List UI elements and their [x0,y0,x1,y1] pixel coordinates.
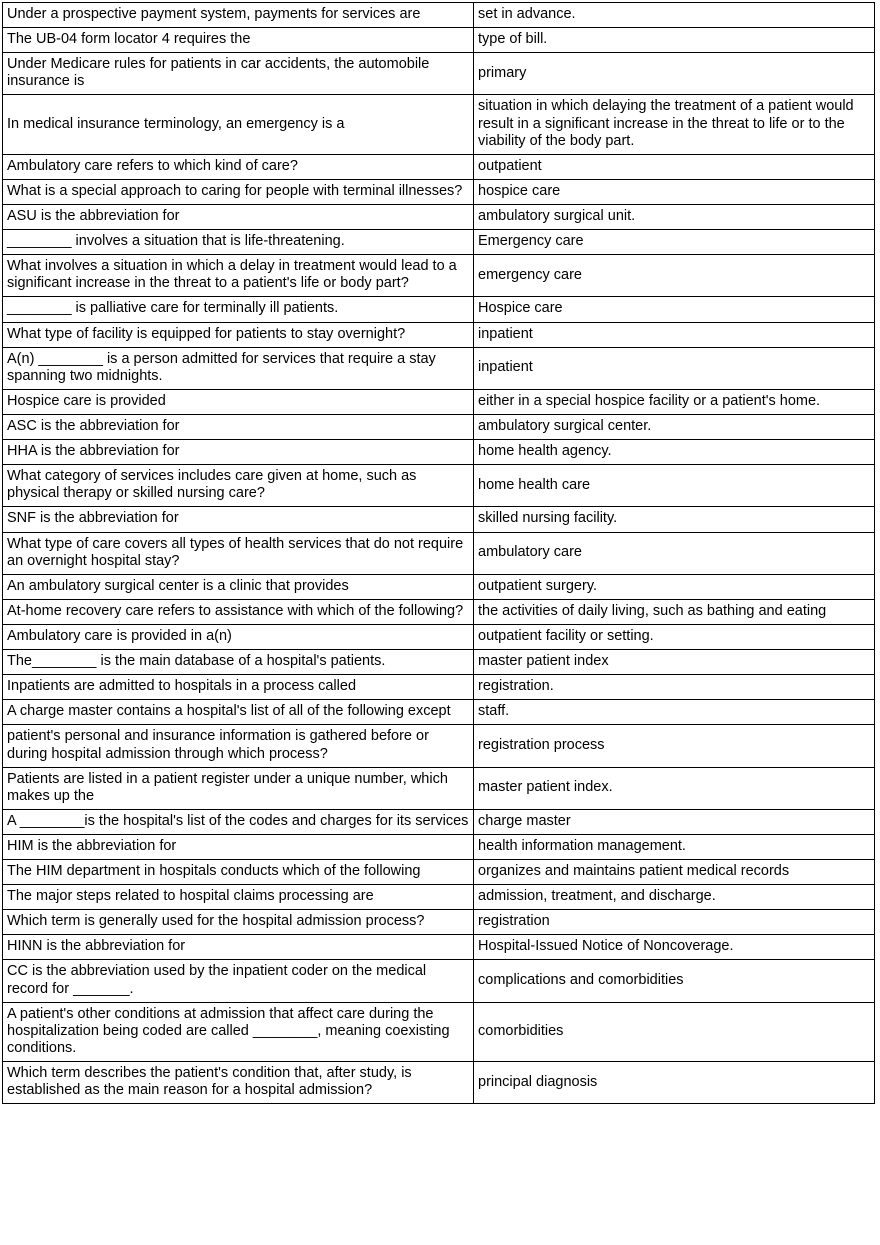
table-row [3,3,875,28]
term-cell: Which term describes the patient's condition that, after study, is established as the main reason for a hospital admission? [3,1062,474,1104]
term-cell: Ambulatory care refers to which kind of care? [3,154,474,179]
term-cell: What type of care covers all types of health services that do not require an overnight hospital stay? [3,532,474,574]
term-cell: Which term is generally used for the hospital admission process? [3,910,474,935]
definition-cell: organizes and maintains patient medical records [474,860,875,885]
term-cell: What involves a situation in which a delay in treatment would lead to a significant increase in the threat to a patient's life or body part? [3,255,474,297]
definition-cell: home health care [474,465,875,507]
definition-cell: registration. [474,675,875,700]
table-row [3,675,875,700]
table-row [3,960,875,1002]
table-row [3,255,875,297]
table-row [3,440,875,465]
definition-cell: ambulatory care [474,532,875,574]
definition-cell: charge master [474,809,875,834]
term-cell: ________ involves a situation that is life-threatening. [3,230,474,255]
definition-cell: Hospice care [474,297,875,322]
table-row [3,1002,875,1061]
term-cell: Ambulatory care is provided in a(n) [3,624,474,649]
term-cell: What type of facility is equipped for patients to stay overnight? [3,322,474,347]
definition-cell: inpatient [474,347,875,389]
term-cell: The HIM department in hospitals conducts which of the following [3,860,474,885]
term-cell: Under a prospective payment system, payments for services are [3,3,474,28]
table-row [3,885,875,910]
table-row [3,650,875,675]
term-cell: HIM is the abbreviation for [3,834,474,859]
table-row [3,297,875,322]
definition-cell: outpatient facility or setting. [474,624,875,649]
definition-cell: Emergency care [474,230,875,255]
table-row [3,465,875,507]
table-row [3,53,875,95]
term-cell: The major steps related to hospital claims processing are [3,885,474,910]
definition-cell: outpatient surgery. [474,574,875,599]
definition-cell: primary [474,53,875,95]
term-cell: The UB-04 form locator 4 requires the [3,28,474,53]
table-row [3,624,875,649]
definition-cell: type of bill. [474,28,875,53]
definition-cell: comorbidities [474,1002,875,1061]
definition-cell: either in a special hospice facility or a patient's home. [474,389,875,414]
definition-cell: admission, treatment, and discharge. [474,885,875,910]
term-cell: ________ is palliative care for terminally ill patients. [3,297,474,322]
table-row [3,767,875,809]
definition-cell: set in advance. [474,3,875,28]
term-cell: A patient's other conditions at admission that affect care during the hospitalization being coded are called ________, meaning coexisting conditions. [3,1002,474,1061]
table-row [3,809,875,834]
term-cell: ASU is the abbreviation for [3,204,474,229]
definition-cell: the activities of daily living, such as bathing and eating [474,599,875,624]
term-cell: HINN is the abbreviation for [3,935,474,960]
table-row [3,230,875,255]
definition-cell: registration [474,910,875,935]
definition-cell: master patient index [474,650,875,675]
table-row [3,910,875,935]
definition-cell: staff. [474,700,875,725]
term-cell: HHA is the abbreviation for [3,440,474,465]
definition-cell: emergency care [474,255,875,297]
table-row [3,322,875,347]
term-cell: Inpatients are admitted to hospitals in a process called [3,675,474,700]
table-row [3,28,875,53]
term-cell: ASC is the abbreviation for [3,414,474,439]
term-cell: A charge master contains a hospital's list of all of the following except [3,700,474,725]
definition-cell: principal diagnosis [474,1062,875,1104]
term-cell: The________ is the main database of a hospital's patients. [3,650,474,675]
term-cell: In medical insurance terminology, an emergency is a [3,95,474,154]
table-row [3,599,875,624]
term-cell: Under Medicare rules for patients in car accidents, the automobile insurance is [3,53,474,95]
table-row [3,700,875,725]
definition-cell: skilled nursing facility. [474,507,875,532]
definition-cell: hospice care [474,179,875,204]
definition-cell: home health agency. [474,440,875,465]
definition-cell: master patient index. [474,767,875,809]
table-row [3,507,875,532]
question-answer-table [2,2,875,1104]
definition-cell: outpatient [474,154,875,179]
definition-cell: Hospital-Issued Notice of Noncoverage. [474,935,875,960]
table-row [3,935,875,960]
definition-cell: inpatient [474,322,875,347]
definition-cell: situation in which delaying the treatment of a patient would result in a significant increase in the threat to life or to the viability of the body part. [474,95,875,154]
table-row [3,414,875,439]
term-cell: patient's personal and insurance information is gathered before or during hospital admission through which process? [3,725,474,767]
definition-cell: ambulatory surgical center. [474,414,875,439]
table-row [3,347,875,389]
table-row [3,204,875,229]
table-row [3,834,875,859]
term-cell: At-home recovery care refers to assistance with which of the following? [3,599,474,624]
term-cell: A(n) ________ is a person admitted for services that require a stay spanning two midnights. [3,347,474,389]
table-row [3,1062,875,1104]
table-row [3,860,875,885]
table-row [3,154,875,179]
table-row [3,179,875,204]
term-cell: A ________is the hospital's list of the codes and charges for its services [3,809,474,834]
term-cell: Hospice care is provided [3,389,474,414]
term-cell: SNF is the abbreviation for [3,507,474,532]
term-cell: What is a special approach to caring for people with terminal illnesses? [3,179,474,204]
definition-cell: ambulatory surgical unit. [474,204,875,229]
table-body [3,3,875,1104]
definition-cell: registration process [474,725,875,767]
table-row [3,389,875,414]
term-cell: What category of services includes care given at home, such as physical therapy or skilled nursing care? [3,465,474,507]
term-cell: An ambulatory surgical center is a clinic that provides [3,574,474,599]
term-cell: Patients are listed in a patient register under a unique number, which makes up the [3,767,474,809]
definition-cell: complications and comorbidities [474,960,875,1002]
definition-cell: health information management. [474,834,875,859]
table-row [3,95,875,154]
table-row [3,725,875,767]
table-row [3,532,875,574]
term-cell: CC is the abbreviation used by the inpatient coder on the medical record for _______. [3,960,474,1002]
table-row [3,574,875,599]
